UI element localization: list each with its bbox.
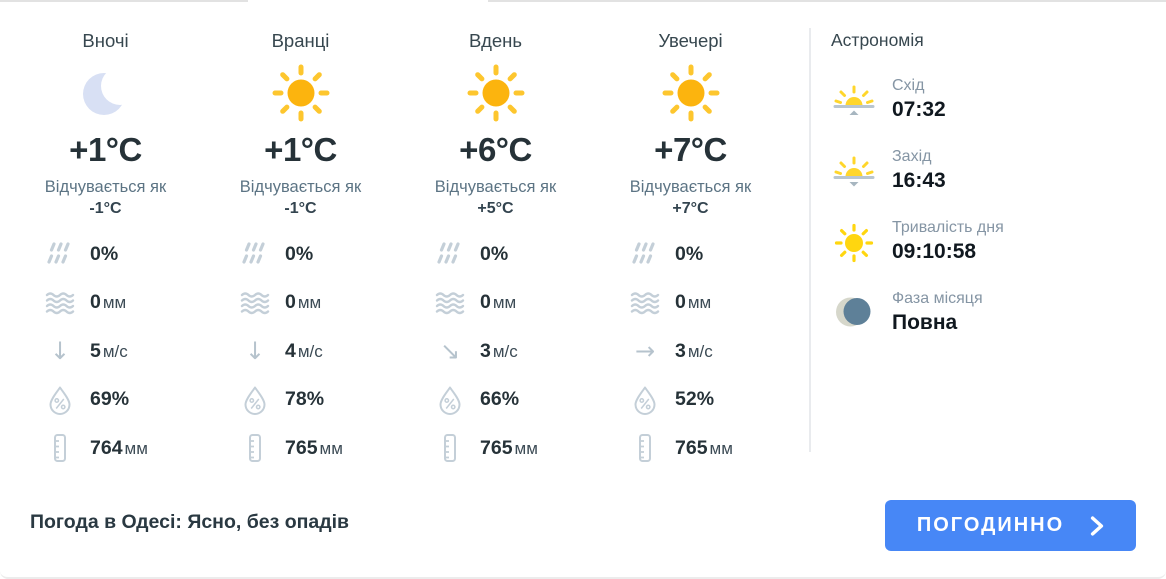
- waves-icon: [435, 291, 465, 315]
- astronomy-item: [831, 77, 1161, 122]
- temperature: +6°C: [459, 131, 532, 168]
- precip-amount-row: [630, 279, 788, 328]
- humidity-row: [240, 376, 398, 425]
- chevron-right-icon: [1090, 516, 1104, 536]
- sunset-icon: [831, 150, 877, 190]
- wind-speed-value: 3 м/с: [480, 339, 518, 362]
- astronomy-item-icon: [831, 292, 877, 332]
- humidity-row: [435, 376, 593, 425]
- hourly-button[interactable]: [885, 500, 1136, 551]
- astronomy-panel: [831, 0, 1161, 335]
- waves-icon: [240, 291, 270, 315]
- wind-direction-icon: →: [634, 337, 656, 366]
- precip-amount-value: 0 мм: [675, 291, 712, 314]
- temperature: +1°C: [264, 131, 337, 168]
- rain-icon: [45, 241, 75, 268]
- wind-speed-value: 5 м/с: [90, 339, 128, 362]
- astronomy-item-label: Захід: [892, 148, 932, 165]
- humidity-icon: [630, 385, 660, 415]
- pressure-value: 764 мм: [90, 436, 148, 459]
- humidity-value: 52%: [675, 388, 715, 411]
- humidity-value: 69%: [90, 388, 130, 411]
- astronomy-item-icon: [831, 79, 877, 119]
- wind-row: [435, 327, 593, 376]
- wind-speed-value: 4 м/с: [285, 339, 323, 362]
- temperature: +1°C: [69, 131, 142, 168]
- pressure-row: [240, 424, 398, 473]
- pressure-icon: [45, 433, 75, 463]
- astronomy-item-label: Фаза місяця: [892, 290, 983, 307]
- astronomy-item-text: [892, 148, 946, 193]
- weather-condition-icon: [74, 61, 138, 125]
- temperature: +7°C: [654, 131, 727, 168]
- feels-like-label: Відчувається як: [44, 178, 167, 196]
- feels-like-value: +5°C: [477, 200, 514, 217]
- astronomy-item-label: Тривалість дня: [892, 219, 1004, 236]
- astronomy-item-value: 09:10:58: [892, 240, 977, 263]
- precip-amount-row: [45, 279, 203, 328]
- sun-icon: [464, 61, 528, 125]
- pressure-icon: [240, 433, 270, 463]
- precip-probability-row: [45, 230, 203, 279]
- detail-rows: [398, 230, 593, 473]
- precip-probability-value: 0%: [90, 242, 119, 265]
- wind-unit: м/с: [687, 341, 713, 361]
- precip-amount-unit: мм: [492, 293, 517, 313]
- precip-probability-value: 0%: [285, 242, 314, 265]
- waves-icon: [630, 291, 660, 315]
- hourly-button-label: ПОГОДИННО: [916, 514, 1065, 536]
- astronomy-item-text: [892, 290, 983, 335]
- precip-probability-row: [240, 230, 398, 279]
- pressure-unit: мм: [124, 438, 148, 458]
- wind-direction-icon: ↘: [439, 337, 461, 366]
- period-label: Увечері: [658, 30, 723, 51]
- precip-amount-value: 0 мм: [90, 291, 127, 314]
- pressure-icon: [435, 433, 465, 463]
- weather-condition-icon: [659, 61, 723, 125]
- astronomy-item-text: [892, 219, 1004, 264]
- wind-direction-icon: ↓: [49, 337, 71, 366]
- astronomy-item-value: 16:43: [892, 169, 946, 192]
- period-label: Вночі: [82, 30, 129, 51]
- precip-amount-unit: мм: [102, 293, 127, 313]
- pressure-value: 765 мм: [285, 436, 343, 459]
- pressure-row: [630, 424, 788, 473]
- period-label: Вранці: [271, 30, 330, 51]
- pressure-unit: мм: [319, 438, 343, 458]
- humidity-value: 78%: [285, 388, 325, 411]
- weather-condition-icon: [464, 61, 528, 125]
- humidity-icon: [45, 385, 75, 415]
- moon-icon: [74, 61, 138, 125]
- moon-phase-icon: [834, 292, 874, 332]
- humidity-value: 66%: [480, 388, 520, 411]
- weather-condition-icon: [269, 61, 333, 125]
- precip-amount-row: [435, 279, 593, 328]
- forecast-column: [593, 0, 788, 473]
- wind-unit: м/с: [492, 341, 518, 361]
- astronomy-item-label: Схід: [892, 77, 925, 94]
- waves-icon: [45, 291, 75, 315]
- feels-like-label: Відчувається як: [434, 178, 557, 196]
- astronomy-item-icon: [831, 221, 877, 261]
- humidity-row: [45, 376, 203, 425]
- astronomy-title: Астрономія: [831, 30, 924, 50]
- pressure-unit: мм: [709, 438, 733, 458]
- wind-row: [630, 327, 788, 376]
- precip-probability-row: [435, 230, 593, 279]
- wind-row: [45, 327, 203, 376]
- rain-icon: [240, 241, 270, 268]
- forecast-column: [203, 0, 398, 473]
- wind-unit: м/с: [297, 341, 323, 361]
- precip-amount-row: [240, 279, 398, 328]
- forecast-column: [8, 0, 203, 473]
- pressure-value: 765 мм: [480, 436, 538, 459]
- rain-icon: [435, 241, 465, 268]
- feels-like-value: -1°C: [284, 200, 317, 217]
- precip-amount-value: 0 мм: [480, 291, 517, 314]
- astronomy-item: [831, 148, 1161, 193]
- feels-like-label: Відчувається як: [239, 178, 362, 196]
- forecast-column: [398, 0, 593, 473]
- pressure-icon: [630, 433, 660, 463]
- vertical-divider: [809, 28, 811, 452]
- wind-unit: м/с: [102, 341, 128, 361]
- sun-icon: [659, 61, 723, 125]
- detail-rows: [8, 230, 203, 473]
- pressure-row: [435, 424, 593, 473]
- sunrise-icon: [831, 79, 877, 119]
- day-sun-icon: [832, 221, 876, 265]
- precip-probability-row: [630, 230, 788, 279]
- detail-rows: [593, 230, 788, 473]
- period-label: Вдень: [468, 30, 523, 51]
- pressure-row: [45, 424, 203, 473]
- astronomy-item-value: Повна: [892, 311, 958, 334]
- weather-summary: Погода в Одесі: Ясно, без опадів: [30, 511, 350, 533]
- precip-probability-value: 0%: [480, 242, 509, 265]
- astronomy-item-icon: [831, 150, 877, 190]
- sun-icon: [269, 61, 333, 125]
- precip-probability-value: 0%: [675, 242, 704, 265]
- pressure-unit: мм: [514, 438, 538, 458]
- feels-like-value: +7°C: [672, 200, 709, 217]
- humidity-row: [630, 376, 788, 425]
- astronomy-item-value: 07:32: [892, 98, 946, 121]
- precip-amount-unit: мм: [297, 293, 322, 313]
- feels-like-value: -1°C: [89, 200, 122, 217]
- astronomy-item: [831, 290, 1161, 335]
- humidity-icon: [240, 385, 270, 415]
- forecast-columns: [8, 0, 788, 473]
- wind-speed-value: 3 м/с: [675, 339, 713, 362]
- feels-like-label: Відчувається як: [629, 178, 752, 196]
- wind-row: [240, 327, 398, 376]
- wind-direction-icon: ↓: [244, 337, 266, 366]
- astronomy-item: [831, 219, 1161, 264]
- humidity-icon: [435, 385, 465, 415]
- precip-amount-unit: мм: [687, 293, 712, 313]
- precip-amount-value: 0 мм: [285, 291, 322, 314]
- rain-icon: [630, 241, 660, 268]
- detail-rows: [203, 230, 398, 473]
- astronomy-item-text: [892, 77, 946, 122]
- pressure-value: 765 мм: [675, 436, 733, 459]
